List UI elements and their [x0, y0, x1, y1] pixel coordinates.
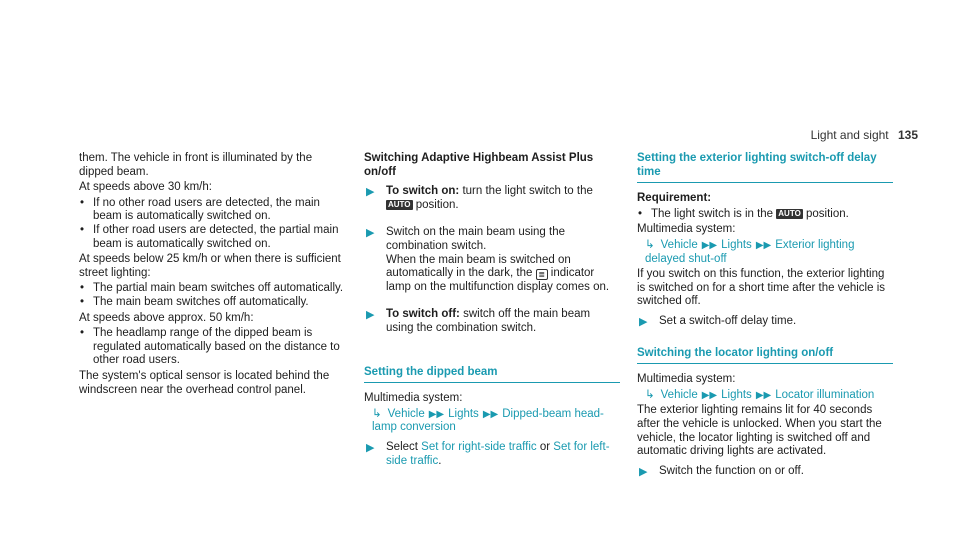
menu-link-exterior-lighting-delay[interactable]: Exterior lighting delayed shut-off	[645, 238, 855, 265]
speed-30-list	[79, 197, 349, 251]
column-left	[79, 152, 349, 399]
sensor-text: The system's optical sensor is located behind the windscreen near the overhead control panel.	[79, 369, 330, 396]
menu-link-vehicle[interactable]: Vehicle	[387, 407, 425, 420]
chevron-right-icon: ▶▶	[482, 408, 499, 420]
combination-switch-step: ▶ Switch on the main beam using the combination switch. When the main beam is switched on automatically in the dark, the ≣ indicator lamp on the multifunction display comes on.	[366, 226, 610, 293]
bullet-icon: •	[638, 207, 643, 220]
list-item: • The light switch is in the AUTO position.	[638, 207, 849, 220]
requirement-list	[637, 208, 893, 222]
switch-off-delay-title: Setting the exterior lighting switch-off delay time	[637, 152, 893, 183]
switch-off-label: To switch off:	[386, 308, 460, 321]
menu-link-dipped-beam-conversion[interactable]: Dipped-beam head-lamp conversion	[372, 407, 604, 434]
auto-position-icon: AUTO	[778, 208, 801, 218]
auto-position-icon: AUTO	[388, 199, 411, 209]
column-middle	[364, 152, 620, 482]
menu-path	[637, 239, 893, 266]
bullet-icon: •	[80, 295, 85, 308]
menu-link-lights[interactable]: Lights	[721, 388, 752, 401]
action-arrow-icon: ▶	[366, 186, 375, 199]
delay-info-text: If you switch on this function, the exterior lighting is switched on for a short time after the vehicle is switched off.	[637, 268, 885, 308]
switch-off-step: ▶ To switch off: switch off the main beam using the combination switch.	[366, 308, 591, 334]
menu-link-vehicle[interactable]: Vehicle	[660, 238, 698, 251]
speed-50-label: At speeds above approx. 50 km/h:	[79, 311, 254, 324]
bullet-icon: •	[80, 282, 85, 295]
list-item: • The headlamp range of the dipped beam is regulated automatically based on the distance to other road users.	[80, 327, 340, 367]
switch-on-step: ▶ To switch on: turn the light switch to the AUTO position.	[366, 185, 593, 211]
switch-on-label: To switch on:	[386, 185, 460, 198]
list-item: • The main beam switches off automatically.	[80, 295, 309, 308]
column-right	[637, 152, 893, 492]
list-item: • If other road users are detected, the partial main beam is automatically switched on.	[80, 223, 339, 250]
chevron-right-icon: ▶▶	[701, 239, 718, 251]
list-item: • If no other road users are detected, the main beam is automatically switched on.	[80, 196, 320, 223]
highbeam-title: Switching Adaptive Highbeam Assist Plus on/off	[364, 152, 594, 178]
speed-25-label: At speeds below 25 km/h or when there is sufficient street lighting:	[79, 253, 341, 279]
section-title: Light and sight	[810, 128, 889, 142]
speed-30-label: At speeds above 30 km/h:	[79, 181, 212, 194]
action-arrow-icon: ▶	[366, 441, 375, 454]
menu-path	[364, 408, 620, 435]
path-hook-icon: ↳	[372, 407, 382, 420]
bullet-icon: •	[80, 327, 85, 340]
dipped-beam-title: Setting the dipped beam	[364, 366, 620, 384]
speed-25-list	[79, 282, 349, 309]
chevron-right-icon: ▶▶	[428, 408, 445, 420]
action-arrow-icon: ▶	[639, 315, 648, 328]
multimedia-label: Multimedia system:	[364, 392, 463, 405]
locator-lighting-title: Switching the locator lighting on/off	[637, 347, 893, 365]
speed-50-list	[79, 327, 349, 368]
intro-text: them. The vehicle in front is illuminated by the dipped beam.	[79, 152, 313, 178]
chevron-right-icon: ▶▶	[755, 389, 772, 401]
requirement-label: Requirement:	[637, 192, 712, 205]
menu-link-vehicle[interactable]: Vehicle	[660, 388, 698, 401]
chevron-right-icon: ▶▶	[755, 239, 772, 251]
page-header	[811, 128, 918, 142]
path-hook-icon: ↳	[645, 238, 655, 251]
path-hook-icon: ↳	[645, 388, 655, 401]
action-arrow-icon: ▶	[366, 309, 375, 322]
action-arrow-icon: ▶	[366, 227, 375, 240]
bullet-icon: •	[80, 223, 85, 236]
set-delay-step: ▶ Set a switch-off delay time.	[639, 314, 797, 328]
option-left-side-traffic[interactable]: Set for left-side traffic	[386, 440, 610, 467]
menu-link-lights[interactable]: Lights	[721, 238, 752, 251]
select-traffic-step: ▶ Select Set for right-side traffic or Set for left-side traffic.	[366, 440, 610, 467]
multimedia-label: Multimedia system:	[637, 223, 736, 236]
list-item: • The partial main beam switches off automatically.	[80, 282, 344, 295]
locator-info-text: The exterior lighting remains lit for 40 seconds after the vehicle is unlocked. When you start the vehicle, the locator lighting is switched off and automatic driving lights are activated.	[637, 404, 882, 458]
toggle-function-step: ▶ Switch the function on or off.	[639, 464, 804, 478]
menu-link-lights[interactable]: Lights	[448, 407, 479, 420]
bullet-icon: •	[80, 196, 85, 209]
main-beam-indicator-icon: ≣	[536, 269, 548, 280]
menu-path	[637, 389, 893, 403]
page-number: 135	[897, 128, 918, 142]
multimedia-label: Multimedia system:	[637, 373, 736, 386]
menu-link-locator-illumination[interactable]: Locator illumination	[775, 388, 875, 401]
chevron-right-icon: ▶▶	[701, 389, 718, 401]
action-arrow-icon: ▶	[639, 465, 648, 478]
option-right-side-traffic[interactable]: Set for right-side traffic	[421, 440, 537, 453]
